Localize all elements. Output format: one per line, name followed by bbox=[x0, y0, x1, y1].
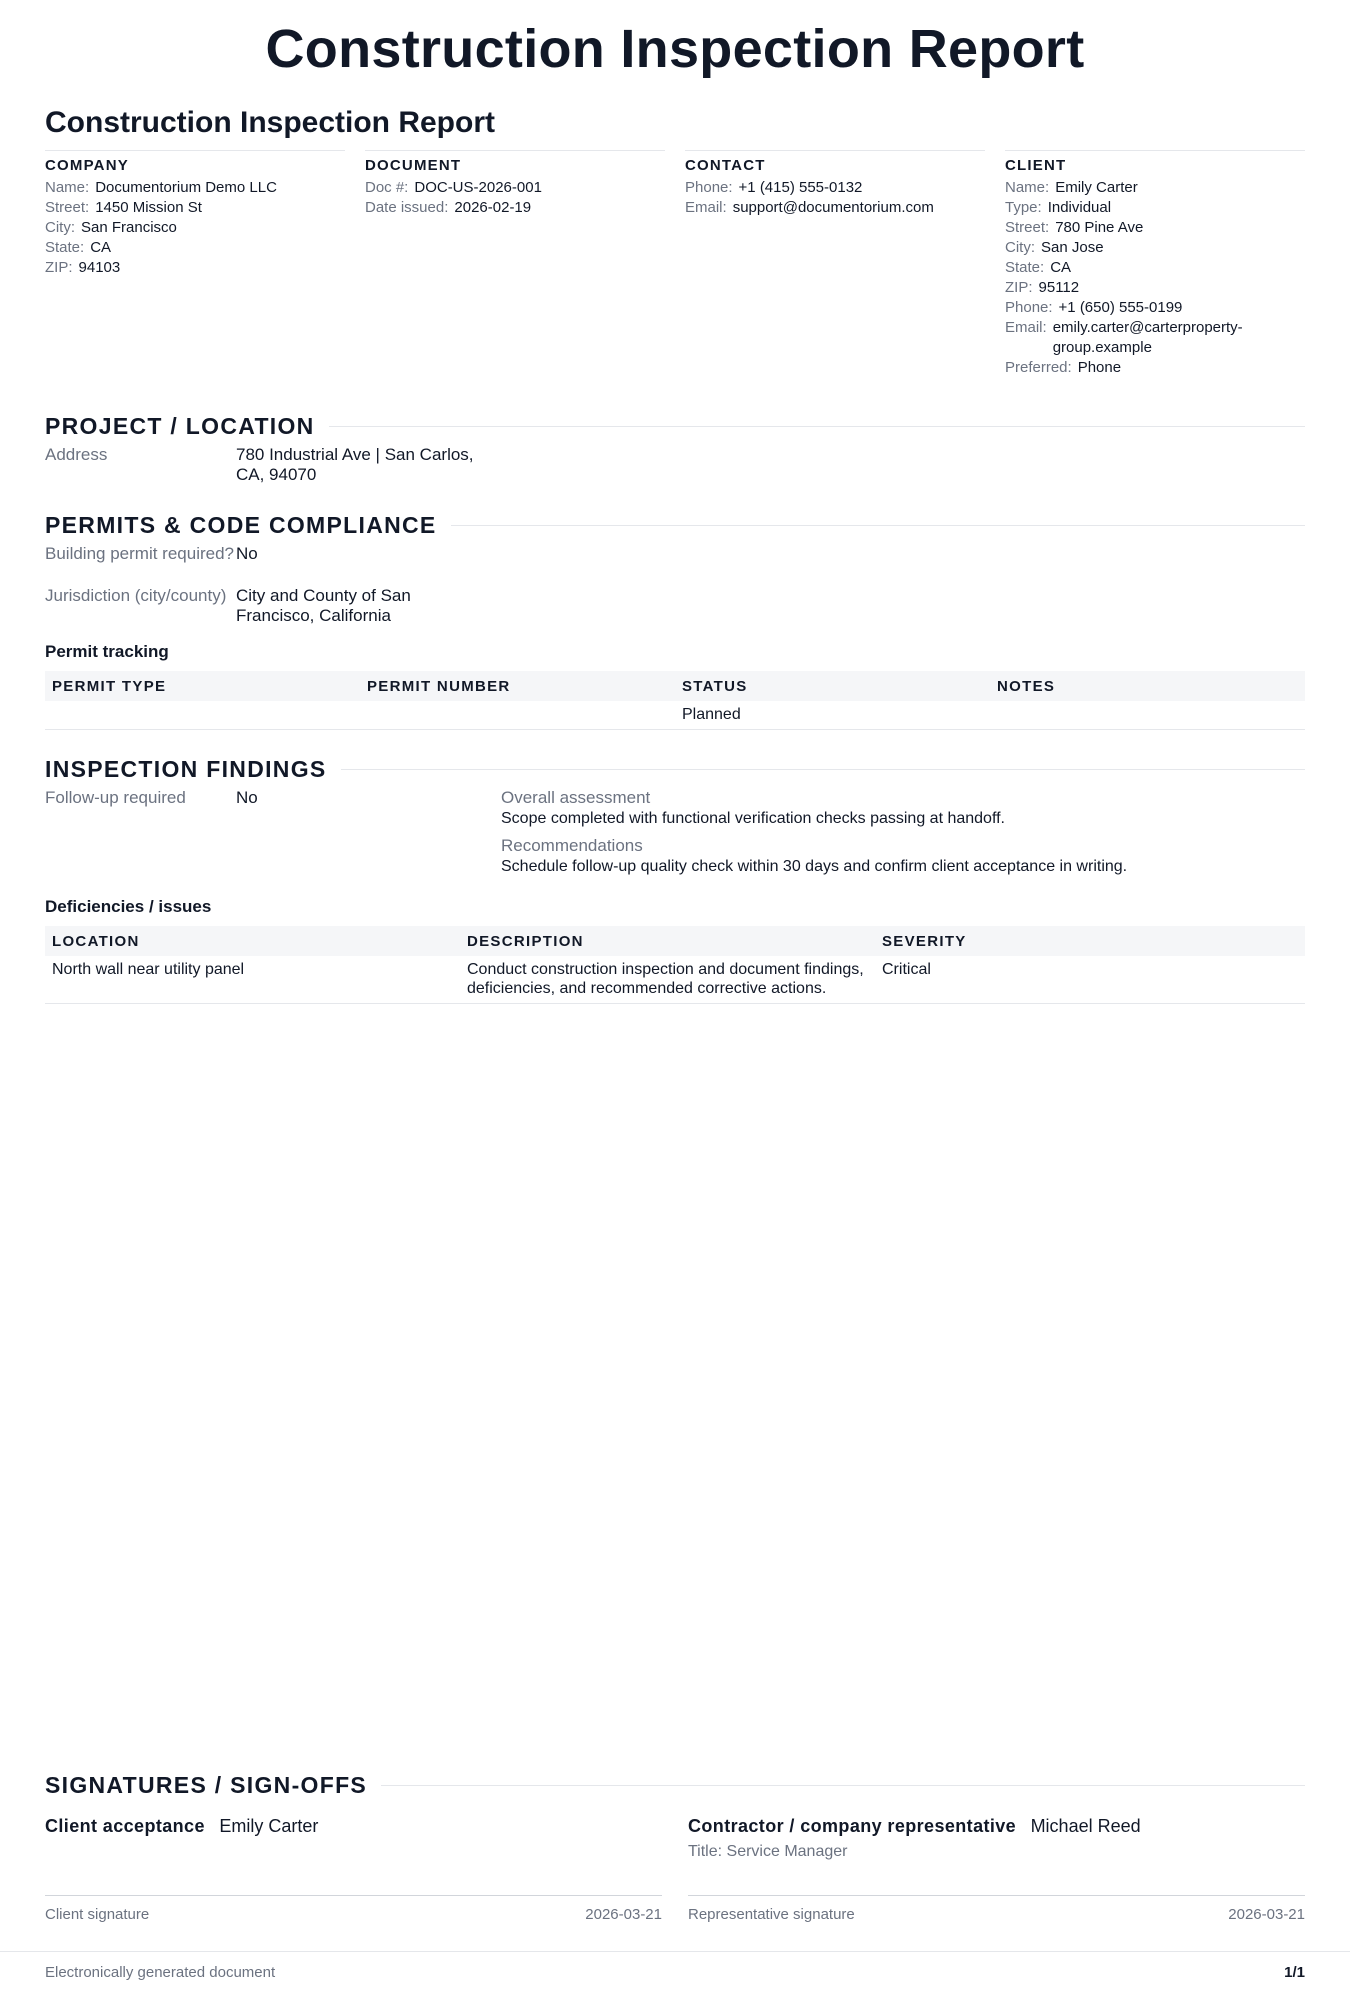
table-cell bbox=[45, 701, 360, 730]
info-key: Email: bbox=[1005, 319, 1047, 336]
info-row bbox=[1005, 278, 1305, 298]
info-value: 94103 bbox=[78, 259, 121, 276]
followup-label: Follow-up required bbox=[45, 788, 186, 807]
signatures-section-heading bbox=[45, 1772, 1305, 1799]
representative-signature-label: Representative signature bbox=[688, 1906, 855, 1923]
report-subtitle: Construction Inspection Report bbox=[45, 106, 495, 139]
address-label: Address bbox=[45, 445, 108, 464]
info-value: San Jose bbox=[1041, 239, 1104, 256]
info-value: 780 Pine Ave bbox=[1055, 219, 1144, 236]
findings-section-heading bbox=[45, 756, 1305, 783]
footer-divider bbox=[0, 1951, 1350, 1952]
info-value: San Francisco bbox=[81, 219, 177, 236]
deficiencies-table bbox=[45, 926, 1305, 1004]
jurisdiction-value: City and County of San Francisco, California bbox=[236, 586, 411, 625]
client-signature-label: Client signature bbox=[45, 1906, 150, 1923]
info-row bbox=[1005, 178, 1305, 198]
column-header: PERMIT TYPE bbox=[45, 671, 360, 701]
jurisdiction-label: Jurisdiction (city/county) bbox=[45, 586, 227, 605]
info-row bbox=[1005, 238, 1305, 258]
info-key: State: bbox=[45, 239, 85, 256]
project-address-field bbox=[45, 445, 476, 485]
table-cell: Critical bbox=[875, 956, 1305, 1004]
overall-assessment-text: Scope completed with functional verification checks passing at handoff. bbox=[501, 810, 1005, 827]
info-value: emily.carter@carterproperty-group.example bbox=[1052, 319, 1243, 356]
overall-assessment-label: Overall assessment bbox=[501, 788, 651, 807]
document-block bbox=[365, 150, 665, 378]
document-fields bbox=[365, 178, 665, 218]
company-fields bbox=[45, 178, 345, 278]
section-divider bbox=[341, 769, 1305, 770]
column-header: LOCATION bbox=[45, 926, 460, 956]
info-key: Phone: bbox=[685, 179, 733, 196]
permit-required-field bbox=[45, 544, 476, 564]
info-value: CA bbox=[1050, 259, 1072, 276]
signatures-heading-text: SIGNATURES / SIGN-OFFS bbox=[45, 1772, 368, 1798]
info-key: Phone: bbox=[1005, 299, 1053, 316]
info-row bbox=[45, 218, 345, 238]
client-heading: CLIENT bbox=[1005, 157, 1067, 174]
jurisdiction-field bbox=[45, 586, 476, 626]
header-info-grid bbox=[45, 150, 1305, 378]
info-row bbox=[45, 238, 345, 258]
permit-required-value: No bbox=[236, 544, 258, 563]
info-key: City: bbox=[45, 219, 75, 236]
permit-tracking-table bbox=[45, 671, 1305, 730]
deficiencies-title: Deficiencies / issues bbox=[45, 897, 212, 916]
info-row bbox=[1005, 218, 1305, 238]
page-number: 1/1 bbox=[1284, 1964, 1305, 1981]
table-cell bbox=[360, 701, 675, 730]
representative-signature-date: 2026-03-21 bbox=[1228, 1906, 1305, 1923]
section-divider bbox=[329, 426, 1305, 427]
project-section-heading bbox=[45, 413, 1305, 440]
followup-value: No bbox=[236, 788, 258, 807]
permit-table-header bbox=[45, 671, 1305, 701]
contact-heading: CONTACT bbox=[685, 157, 766, 174]
info-key: State: bbox=[1005, 259, 1045, 276]
section-divider bbox=[381, 1785, 1305, 1786]
table-row bbox=[45, 956, 1305, 1004]
column-header: NOTES bbox=[990, 671, 1305, 701]
contact-block bbox=[685, 150, 985, 378]
info-key: ZIP: bbox=[1005, 279, 1033, 296]
info-row bbox=[45, 258, 345, 278]
info-value: Individual bbox=[1047, 199, 1112, 216]
client-signature-line[interactable] bbox=[45, 1895, 662, 1923]
client-signoff-block bbox=[45, 1816, 662, 1837]
info-key: City: bbox=[1005, 239, 1035, 256]
deficiencies-table-body bbox=[45, 956, 1305, 1004]
representative-role: Contractor / company representative bbox=[688, 1816, 1017, 1836]
client-signature-date: 2026-03-21 bbox=[585, 1906, 662, 1923]
info-key: Street: bbox=[45, 199, 90, 216]
info-row bbox=[1005, 298, 1305, 318]
representative-name: Michael Reed bbox=[1030, 1816, 1141, 1836]
info-value: support@documentorium.com bbox=[732, 199, 934, 216]
info-row bbox=[365, 178, 665, 198]
table-cell: Planned bbox=[675, 701, 990, 730]
address-value: 780 Industrial Ave | San Carlos, CA, 94070 bbox=[236, 445, 474, 484]
column-header: DESCRIPTION bbox=[460, 926, 875, 956]
table-cell bbox=[990, 701, 1305, 730]
page-title: Construction Inspection Report bbox=[265, 19, 1085, 79]
section-divider bbox=[451, 525, 1305, 526]
info-value: 1450 Mission St bbox=[95, 199, 202, 216]
column-header: SEVERITY bbox=[875, 926, 1305, 956]
permit-required-label: Building permit required? bbox=[45, 544, 234, 563]
info-key: Preferred: bbox=[1005, 359, 1072, 376]
info-row bbox=[365, 198, 665, 218]
info-row bbox=[45, 198, 345, 218]
project-heading-text: PROJECT / LOCATION bbox=[45, 413, 315, 439]
info-row bbox=[685, 198, 985, 218]
document-heading: DOCUMENT bbox=[365, 157, 462, 174]
info-row bbox=[45, 178, 345, 198]
client-fields bbox=[1005, 178, 1305, 378]
company-heading: COMPANY bbox=[45, 157, 129, 174]
info-key: Street: bbox=[1005, 219, 1050, 236]
info-key: Type: bbox=[1005, 199, 1042, 216]
representative-title: Title: Service Manager bbox=[688, 1843, 848, 1860]
info-key: ZIP: bbox=[45, 259, 73, 276]
info-value: Documentorium Demo LLC bbox=[95, 179, 277, 196]
contact-fields bbox=[685, 178, 985, 218]
permit-table-body bbox=[45, 701, 1305, 730]
info-key: Date issued: bbox=[365, 199, 449, 216]
info-row bbox=[1005, 198, 1305, 218]
table-cell: North wall near utility panel bbox=[45, 956, 460, 1004]
representative-signature-line[interactable] bbox=[688, 1895, 1305, 1923]
footer-note: Electronically generated document bbox=[45, 1964, 276, 1981]
info-key: Name: bbox=[1005, 179, 1050, 196]
info-key: Email: bbox=[685, 199, 727, 216]
permit-tracking-title: Permit tracking bbox=[45, 642, 169, 661]
info-value: 2026-02-19 bbox=[454, 199, 532, 216]
permits-heading-text: PERMITS & CODE COMPLIANCE bbox=[45, 512, 437, 538]
info-value: DOC-US-2026-001 bbox=[414, 179, 542, 196]
info-key: Name: bbox=[45, 179, 90, 196]
info-key: Doc #: bbox=[365, 179, 409, 196]
column-header: STATUS bbox=[675, 671, 990, 701]
table-row bbox=[45, 701, 1305, 730]
followup-field bbox=[45, 788, 476, 808]
info-row bbox=[1005, 258, 1305, 278]
findings-heading-text: INSPECTION FINDINGS bbox=[45, 756, 327, 782]
deficiencies-table-header bbox=[45, 926, 1305, 956]
client-signer-name: Emily Carter bbox=[219, 1816, 319, 1836]
info-row bbox=[1005, 358, 1305, 378]
client-role: Client acceptance bbox=[45, 1816, 205, 1836]
recommendations-text: Schedule follow-up quality check within 30 days and confirm client acceptance in writing. bbox=[501, 858, 1128, 875]
info-value: 95112 bbox=[1038, 279, 1080, 296]
info-row bbox=[685, 178, 985, 198]
info-value: +1 (650) 555-0199 bbox=[1058, 299, 1183, 316]
info-value: Phone bbox=[1077, 359, 1122, 376]
column-header: PERMIT NUMBER bbox=[360, 671, 675, 701]
info-row bbox=[1005, 318, 1305, 358]
table-cell: Conduct construction inspection and document findings, deficiencies, and recommended corrective actions. bbox=[460, 956, 875, 1004]
representative-signoff-block bbox=[688, 1816, 1305, 1861]
company-block bbox=[45, 150, 345, 378]
info-value: Emily Carter bbox=[1055, 179, 1138, 196]
client-block bbox=[1005, 150, 1305, 378]
recommendations-label: Recommendations bbox=[501, 836, 643, 855]
info-value: +1 (415) 555-0132 bbox=[738, 179, 863, 196]
permits-section-heading bbox=[45, 512, 1305, 539]
info-value: CA bbox=[90, 239, 112, 256]
